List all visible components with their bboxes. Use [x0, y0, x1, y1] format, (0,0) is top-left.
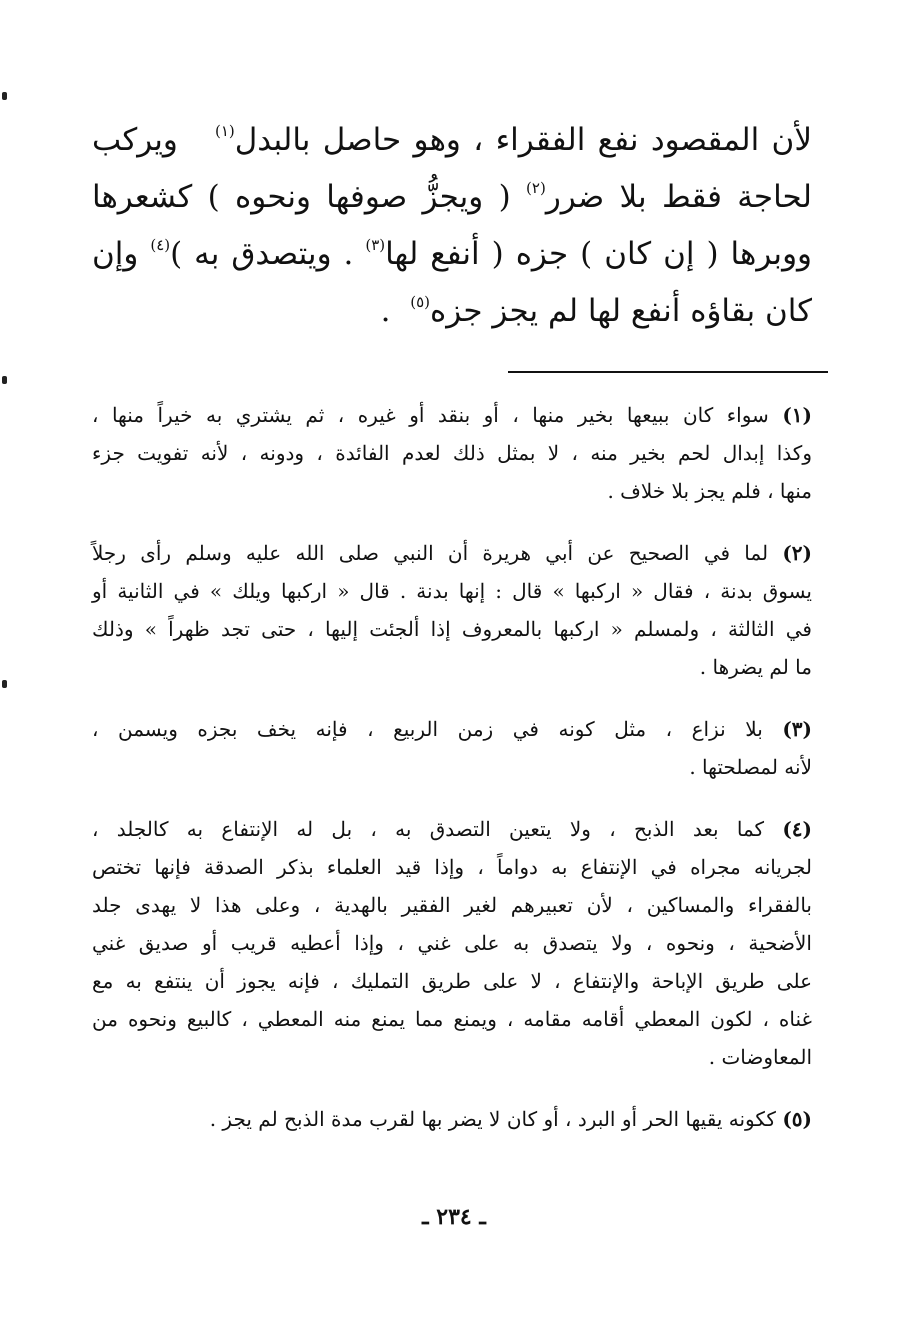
footnote-ref-1[interactable]: (١): [214, 122, 235, 140]
footnote-ref-5[interactable]: (٥): [410, 293, 430, 311]
footnote-number: (٥): [782, 1107, 812, 1131]
footnote-ref-3[interactable]: (٣): [365, 236, 386, 254]
footnote-ref-2[interactable]: (٢): [526, 179, 546, 197]
main-line-2: لحاجة فقط بلا ضرر$^{(٢)}$ ( ويجزُّ صوفها ونحوه ) كشعرها: [92, 179, 812, 215]
footnote-5: (٥) ككونه يقيها الحر أو البرد ، أو كان لا يضر بها لقرب مدة الذبح لم يجز .: [209, 1107, 812, 1131]
footnotes-section: [92, 396, 812, 1162]
footnote-3: (٣) بلا نزاع ، مثل كونه في زمن الربيع ، فإنه يخف بجزه ويسمن ، لأنه لمصلحتها .: [92, 717, 812, 779]
main-line-4: كان بقاؤه أنفع لها لم يجز جزه$^{(٥)}$ .: [380, 293, 812, 329]
main-paragraph: [92, 112, 812, 340]
footnote-4: (٤) كما بعد الذبح ، ولا يتعين التصدق به ، بل له الإنتفاع به كالجلد ، لجريانه مجراه في الإنتفاع به دواماً ، وإذا قيد العلماء بذكر الصدقة فإنها تختص بالفقراء والمساكين ، لأن تعبيرهم لغير الفقير بالهدية ، وعلى هذا لا يهدى جلد الأضحية ، ونحوه ، ولا يتصدق به على غني ، وإذا أعطيه قريب أو صديق غني على طريق الإباحة والإنتفاع ، لا على طريق التمليك ، فإنه يجوز أن ينتفع به مع غناه ، لكون المعطي أقامه مقامه ، ويمنع مما يمنع منه المعطي ، كالبيع ونحوه من المعاوضات .: [92, 817, 813, 1069]
main-line-1: لأن المقصود نفع الفقراء ، وهو حاصل بالبدل$^{(١)}$ ويركب: [92, 122, 813, 158]
margin-mark: [2, 376, 7, 384]
margin-mark: [2, 92, 7, 100]
footnote-separator: [508, 371, 828, 373]
footnote-ref-4[interactable]: (٤): [150, 236, 171, 254]
main-line-3: ووبرها ( إن كان ) جزه ( أنفع لها$^{(٣)}$ . ويتصدق به )$^{(٤)}$ وإن: [92, 236, 813, 272]
footnote-1: (١) سواء كان ببيعها بخير منها ، أو بنقد أو غيره ، ثم يشتري به خيراً منها ، وكذا إبدال لحم بخير منه ، لا بمثل ذلك لعدم الفائدة ، ودونه ، لأنه تفويت جزء منها ، فلم يجز بلا خلاف .: [92, 403, 812, 503]
footnote-number: (٣): [782, 717, 812, 741]
footnote-2: (٢) لما في الصحيح عن أبي هريرة أن النبي صلى الله عليه وسلم رأى رجلاً يسوق بدنة ، فقال « اركبها » قال : إنها بدنة . قال « اركبها ويلك » في الثانية أو في الثالثة ، ولمسلم « اركبها بالمعروف إذا ألجئت إليها ، حتى تجد ظهراً » وذلك ما لم يضرها .: [92, 541, 812, 679]
footnote-number: (٢): [782, 541, 812, 565]
footnote-number: (١): [782, 403, 812, 427]
footnote-number: (٤): [782, 817, 813, 841]
margin-mark: [2, 680, 7, 688]
page-number: ـ ٢٣٤ ـ: [422, 1204, 486, 1230]
